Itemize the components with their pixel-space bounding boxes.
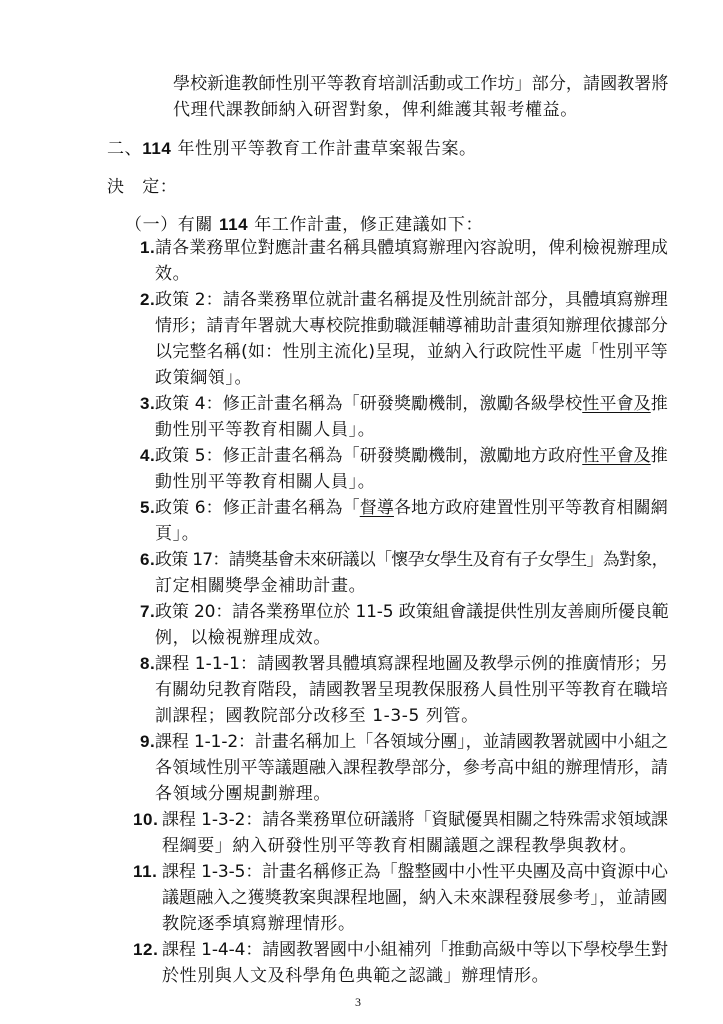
- item-10-line-2: 程綱要」納入研發性別平等教育相關議題之課程教學與教材。: [162, 836, 638, 856]
- item-8-number: 8.: [140, 654, 156, 673]
- decision-label: 決 定：: [107, 177, 178, 197]
- item-5-underlined: 督導: [359, 498, 394, 518]
- item-1-line-1: 請各業務單位對應計畫名稱具體填寫辦理內容說明，俾利檢視辦理成: [155, 238, 668, 258]
- item-2-line-1: 政策 2：請各業務單位就計畫名稱提及性別統計部分，具體填寫辦理: [155, 290, 668, 310]
- top-paragraph-line-1: 學校新進教師性別平等教育培訓活動或工作坊」部分，請國教署將: [173, 74, 669, 94]
- item-5-line-1-post: 各地方政府建置性別平等教育相關網: [393, 498, 668, 518]
- item-3-number: 3.: [140, 394, 156, 413]
- item-6-line-2: 訂定相關獎學金補助計畫。: [155, 576, 367, 596]
- item-11-line-2: 議題融入之獲獎教案與課程地圖，納入未來課程發展參考」，並請國: [162, 888, 668, 908]
- item-2-line-3: 以完整名稱(如：性別主流化)呈現，並納入行政院性平處「性別平等: [155, 342, 668, 362]
- section-two-number: 114: [142, 139, 172, 158]
- item-5-number: 5.: [140, 498, 156, 517]
- item-4-line-1-pre: 政策 5：修正計畫名稱為「研發獎勵機制，激勵地方政府: [155, 446, 583, 466]
- item-8-line-2: 有關幼兒教育階段，請國教署呈現教保服務人員性別平等教育在職培: [155, 680, 668, 700]
- item-12-line-2: 於性別與人文及科學角色典範之認識」辦理情形。: [162, 966, 550, 986]
- item-1-number: 1.: [140, 238, 156, 257]
- item-2-line-2: 情形；請青年署就大專校院推動職涯輔導補助計畫須知辦理依據部分: [155, 316, 668, 336]
- section-two-prefix: 二、: [107, 139, 143, 159]
- sub-heading-prefix: （一）有關: [125, 215, 213, 235]
- sub-heading-number: 114: [219, 215, 249, 234]
- item-3-line-2: 動性別平等教育相關人員」。: [155, 420, 376, 440]
- sub-heading: [125, 214, 483, 236]
- item-7-line-1: 政策 20：請各業務單位於 11-5 政策組會議提供性別友善廁所優良範: [155, 602, 669, 622]
- item-7-line-2: 例，以檢視辦理成效。: [155, 628, 331, 648]
- item-6-line-1: 政策 17：請獎基會未來研議以「懷孕女學生及育有子女學生」為對象，: [155, 550, 668, 570]
- item-3-underlined: 性平會及: [582, 394, 651, 414]
- item-6-number: 6.: [140, 550, 156, 569]
- item-3-line-1-post: 推: [650, 394, 668, 414]
- item-7-number: 7.: [140, 602, 156, 621]
- item-10-number: 10.: [133, 810, 159, 829]
- section-two-text: 年性別平等教育工作計畫草案報告案。: [177, 139, 477, 159]
- item-5-line-1-pre: 政策 6：修正計畫名稱為「: [155, 498, 360, 518]
- item-11-line-1: 課程 1-3-5：計畫名稱修正為「盤整國中小性平央團及高中資源中心: [162, 862, 668, 882]
- item-4-line-1: [155, 445, 668, 467]
- item-1-line-2: 效。: [155, 264, 191, 284]
- item-9-line-1: 課程 1-1-2：計畫名稱加上「各領域分團」，並請國教署就國中小組之: [155, 732, 669, 752]
- item-9-line-3: 各領域分團規劃辦理。: [155, 784, 331, 804]
- item-3-line-1: [155, 393, 668, 415]
- item-12-number: 12.: [133, 940, 159, 959]
- top-paragraph-line-2: 代理代課教師納入研習對象，俾利維護其報考權益。: [173, 100, 578, 120]
- item-5-line-1: [155, 497, 668, 519]
- item-5-line-2: 頁」。: [155, 524, 200, 544]
- item-11-line-3: 教院逐季填寫辦理情形。: [162, 914, 356, 934]
- item-10-line-1: 課程 1-3-2：請各業務單位研議將「資賦優異相關之特殊需求領域課: [162, 810, 668, 830]
- item-8-line-3: 訓課程；國教院部分改移至 1-3-5 列管。: [155, 706, 479, 726]
- item-3-line-1-pre: 政策 4：修正計畫名稱為「研發獎勵機制，激勵各級學校: [155, 394, 583, 414]
- item-9-line-2: 各領域性別平等議題融入課程教學部分，參考高中組的辦理情形，請: [155, 758, 668, 778]
- item-8-line-1: 課程 1-1-1：請國教署具體填寫課程地圖及教學示例的推廣情形；另: [155, 654, 668, 674]
- item-2-line-4: 政策綱領」。: [155, 368, 253, 388]
- item-4-line-1-post: 推: [650, 446, 668, 466]
- section-two-heading: [107, 138, 477, 160]
- page-number: 3: [355, 995, 361, 1009]
- item-9-number: 9.: [140, 732, 156, 751]
- item-11-number: 11.: [133, 862, 158, 881]
- item-4-number: 4.: [140, 446, 156, 465]
- item-4-line-2: 動性別平等教育相關人員」。: [155, 472, 376, 492]
- item-12-line-1: 課程 1-4-4：請國教署國中小組補列「推動高級中等以下學校學生對: [162, 940, 668, 960]
- item-4-underlined: 性平會及: [582, 446, 651, 466]
- item-2-number: 2.: [140, 290, 156, 309]
- sub-heading-text: 年工作計畫，修正建議如下：: [254, 215, 484, 235]
